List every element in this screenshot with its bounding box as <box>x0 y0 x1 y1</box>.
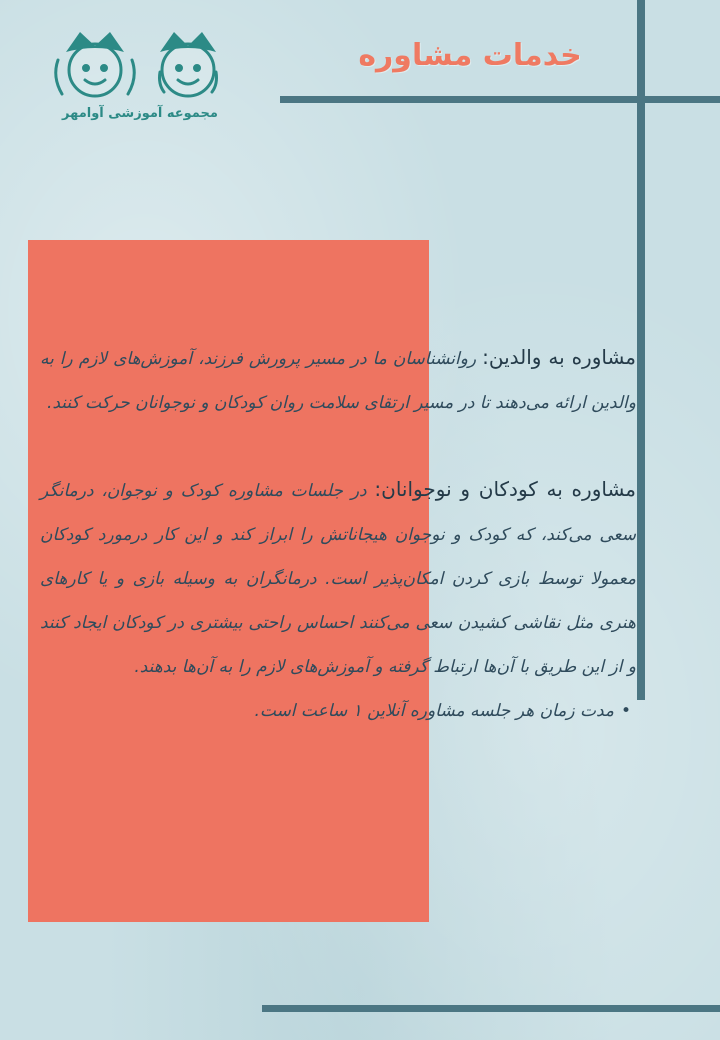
parents-counseling-text: روانشناسان ما در مسیر پرورش فرزند، آموزش‌های لازم را به والدین ارائه می‌دهند تا در مسیر ارتقای سلامت روان کودکان و نوجوانان حرکت کنند. <box>40 349 636 413</box>
vertical-accent-line <box>637 0 645 700</box>
bottom-accent-line <box>262 1005 720 1012</box>
top-accent-line <box>280 96 720 103</box>
children-faces-logo-icon <box>40 22 240 104</box>
children-counseling-text: در جلسات مشاوره کودک و نوجوان، درمانگر سعی می‌کند، که کودک و نوجوان هیجاناتش را ابراز کند و این کار درمورد کودکان معمولا توسط بازی کردن امکان‌پذیر است. درمانگران به وسیله بازی و یا کارهای هنری مثل نقاشی کشیدن سعی می‌کنند احساس راحتی بیشتری در کودکان ایجاد کنند و از این طریق با آن‌ها ارتباط گرفته و آموزش‌های لازم را به آن‌ها بدهند. <box>40 481 636 677</box>
logo-text: مجموعه آموزشی آوامهر <box>62 106 218 121</box>
bullet-icon: • <box>620 701 631 721</box>
parents-counseling-paragraph <box>40 335 636 425</box>
children-counseling-heading: مشاوره به کودکان و نوجوانان: <box>374 477 637 501</box>
session-duration-note <box>40 689 636 733</box>
children-counseling-paragraph <box>40 467 636 689</box>
content-body <box>40 335 636 733</box>
page-title: خدمات مشاوره <box>358 38 582 73</box>
session-duration-text: مدت زمان هر جلسه مشاوره آنلاین ۱ ساعت است. <box>254 701 614 721</box>
logo <box>40 22 240 132</box>
parents-counseling-heading: مشاوره به والدین: <box>482 345 637 369</box>
